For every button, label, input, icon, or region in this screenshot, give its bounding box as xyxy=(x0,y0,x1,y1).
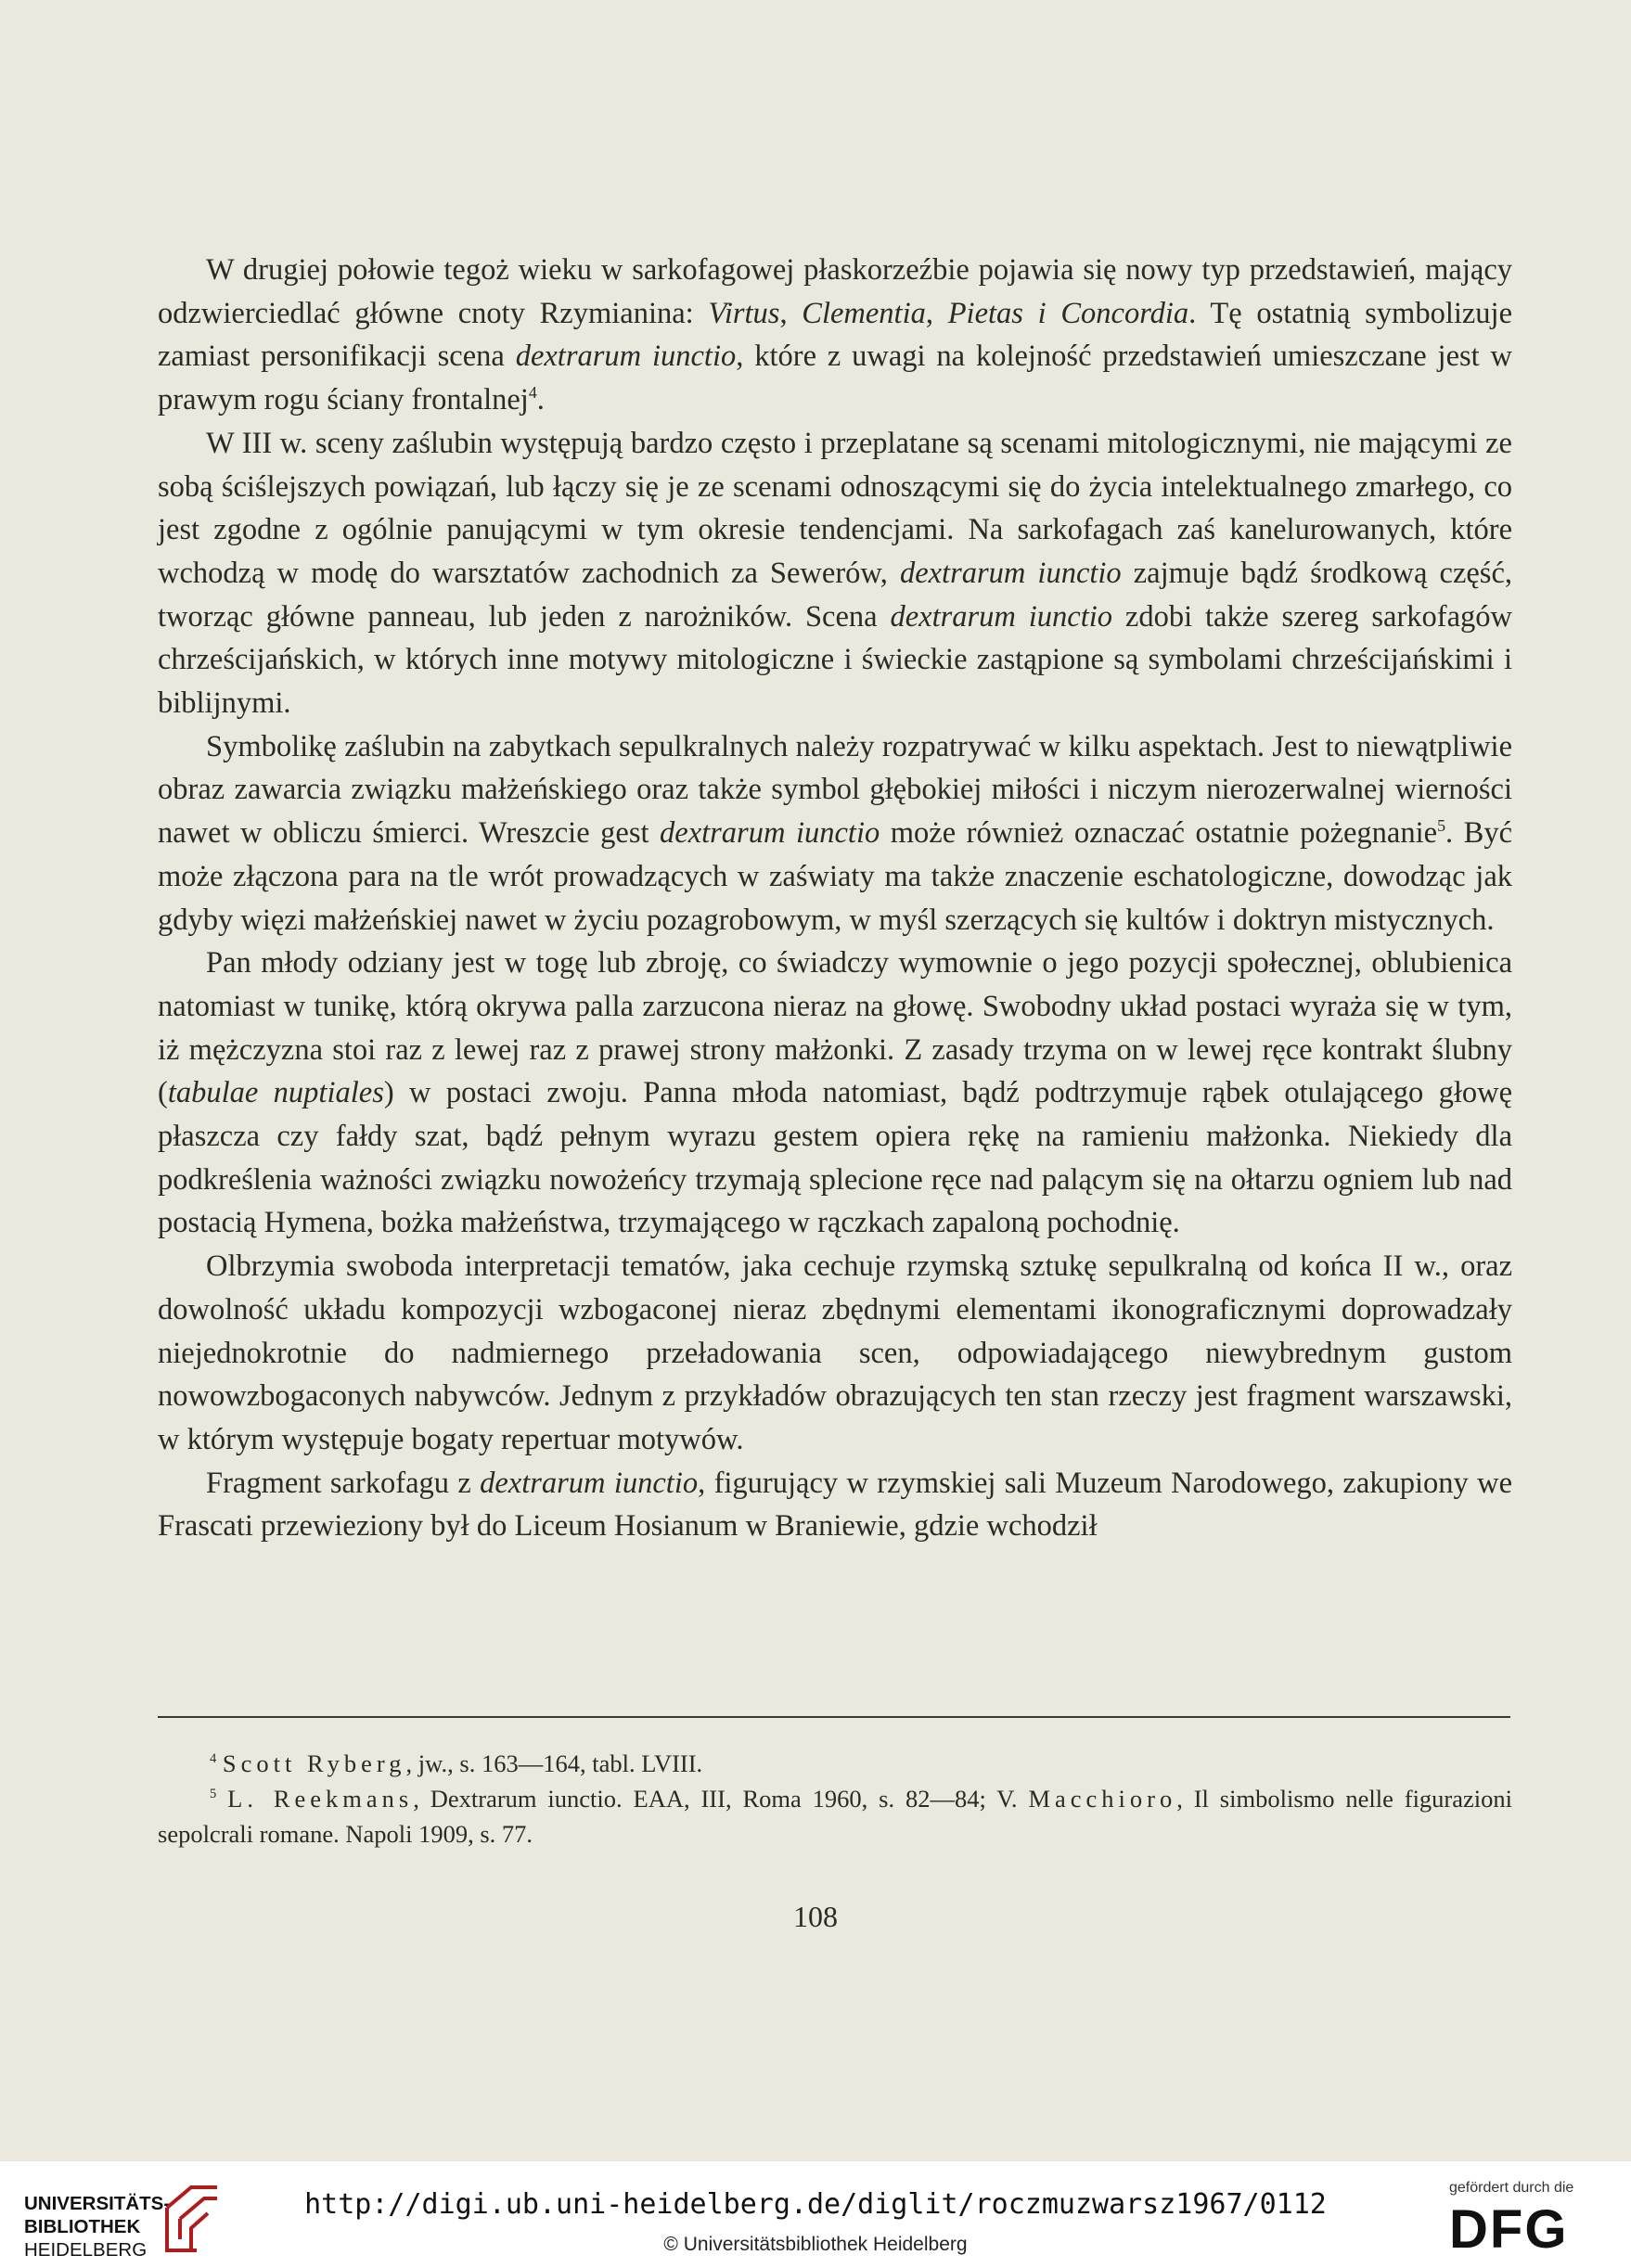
italic-term: dextrarum iunctio xyxy=(890,599,1113,634)
footnote-author: Macchioro xyxy=(1028,1785,1177,1813)
footnote-ref-5[interactable]: 5 xyxy=(1437,816,1445,836)
footnote-author: L. Reekmans xyxy=(227,1785,414,1813)
permalink-url[interactable]: http://digi.ub.uni-heidelberg.de/diglit/roczmuzwarsz1967/0112 xyxy=(304,2188,1327,2221)
footnotes xyxy=(158,1746,1512,1852)
page-number: 108 xyxy=(793,1900,838,1933)
paragraph-6: Fragment sarkofagu z dextrarum iunctio, figurujący w rzymskiej sali Muzeum Narodowego, zakupiony we Frascati przewieziony był do Liceum Hosianum w Braniewie, gdzie wchodził xyxy=(158,1466,1512,1544)
library-logo[interactable]: UNIVERSITÄTS- BIBLIOTHEK HEIDELBERG xyxy=(24,2193,171,2261)
footnote-divider xyxy=(158,1716,1510,1718)
italic-term: dextrarum iunctio xyxy=(515,340,737,374)
italic-term: dextrarum iunctio xyxy=(660,816,880,851)
paragraph-3: Symbolikę zaślubin na zabytkach sepulkralnych należy rozpatrywać w kilku aspektach. Jest to niewątpliwie obraz zawarcia związku małżeńskiego oraz także symbol głębokiej miłości i niczym nierozerwalnej wierności nawet w obliczu śmierci. Wreszcie gest dextrarum iunctio może również oznaczać ostatnie pożegnanie$^5$. Być może złączona para na tle wrót prowadzących w zaświaty ma także znaczenie eschatologiczne, dowodząc jak gdyby więzi małżeńskiej nawet w życiu pozagrobowym, w myśl szerzących się kultów i doktryn mistycznych. xyxy=(158,729,1513,937)
italic-term: tabulae nuptiales xyxy=(167,1076,384,1110)
paragraph-2: W III w. sceny zaślubin występują bardzo często i przeplatane są scenami mitologicznymi, nie mającymi ze sobą ściślejszych powiązań, lub łączy się je ze scenami odnoszącymi się do życia intelektualnego zmarłego, co jest zgodne z ogólnie panującymi w tym okresie tendencjami. Na sarkofagach zaś kanelurowanych, które wchodzą w modę do warsztatów zachodnich za Sewerów, dextrarum iunctio zajmuje bądź środkową część, tworząc główne panneau, lub jeden z narożników. Scena dextrarum iunctio zdobi także szereg sarkofagów chrześcijańskich, w których inne motywy mitologiczne i świeckie zastąpione są symbolami chrześcijańskimi i biblijnymi. xyxy=(158,426,1512,721)
paragraph-4: Pan młody odziany jest w togę lub zbroję, co świadczy wymownie o jego pozycji społecznej, oblubienica natomiast w tunikę, którą okrywa palla zarzucona nieraz na głowę. Swobodny układ postaci wyraża się w tym, iż mężczyzna stoi raz z lewej raz z prawej strony małżonki. Z zasady trzyma on w lewej ręce kontrakt ślubny (tabulae nuptiales) w postaci zwoju. Panna młoda natomiast, bądź podtrzymuje rąbek otulającego głowę płaszcza czy fałdy szat, bądź pełnym wyrazu gestem opiera rękę na ramieniu małżonka. Niekiedy dla podkreślenia ważności związku nowożeńcy trzymają splecione ręce nad palącym się na ołtarzu ogniem lub nad postacią Hymena, bożka małżeństwa, trzymającego w rączkach zapaloną pochodnię. xyxy=(158,946,1512,1240)
funded-by-label: gefördert durch die xyxy=(1449,2180,1574,2196)
italic-term: Virtus xyxy=(708,296,780,330)
dfg-logo[interactable]: DFG xyxy=(1449,2199,1569,2260)
copyright-notice: © Universitätsbibliothek Heidelberg xyxy=(663,2234,968,2255)
footnote-author: Scott Ryberg xyxy=(222,1749,406,1777)
italic-term: dextrarum iunctio xyxy=(899,556,1122,590)
main-text xyxy=(158,249,1512,1548)
footnote-5: $^5$ L. Reekmans, Dextrarum iunctio. EAA, III, Roma 1960, s. 82—84; V. Macchioro, Il simbolismo nelle figurazioni sepolcrali romane. Napoli 1909, s. 77. xyxy=(158,1785,1513,1848)
italic-term: Pietas i Concordia xyxy=(947,296,1189,330)
footnote-4: $^4$ Scott Ryberg, jw., s. 163—164, tabl. LVIII. xyxy=(210,1749,703,1777)
paragraph-5: Olbrzymia swoboda interpretacji tematów, jaka cechuje rzymską sztukę sepulkralną od końca II w., oraz dowolność układu kompozycji wzbogaconej nieraz zbędnymi elementami ikonograficznymi doprowadzały niejednokrotnie do nadmiernego przeładowania scen, odpowiadającego niewybrednym gustom nowowzbogaconych nabywców. Jednym z przykładów obrazujących ten stan rzeczy jest fragment warszawski, w którym występuje bogaty repertuar motywów. xyxy=(158,1249,1512,1456)
italic-term: dextrarum iunctio xyxy=(480,1466,699,1500)
italic-term: Clementia xyxy=(802,296,926,330)
paragraph-1: W drugiej połowie tegoż wieku w sarkofagowej płaskorzeźbie pojawia się nowy typ przedstawień, mający odzwierciedlać główne cnoty Rzymianina: Virtus, Clementia, Pietas i Concordia. Tę ostatnią symbolizuje zamiast personifikacji scena dextrarum iunctio, które z uwagi na kolejność przedstawień umieszczane jest w prawym rogu ściany frontalnej$^4$. xyxy=(158,253,1513,417)
footnote-ref-4[interactable]: 4 xyxy=(528,383,537,403)
